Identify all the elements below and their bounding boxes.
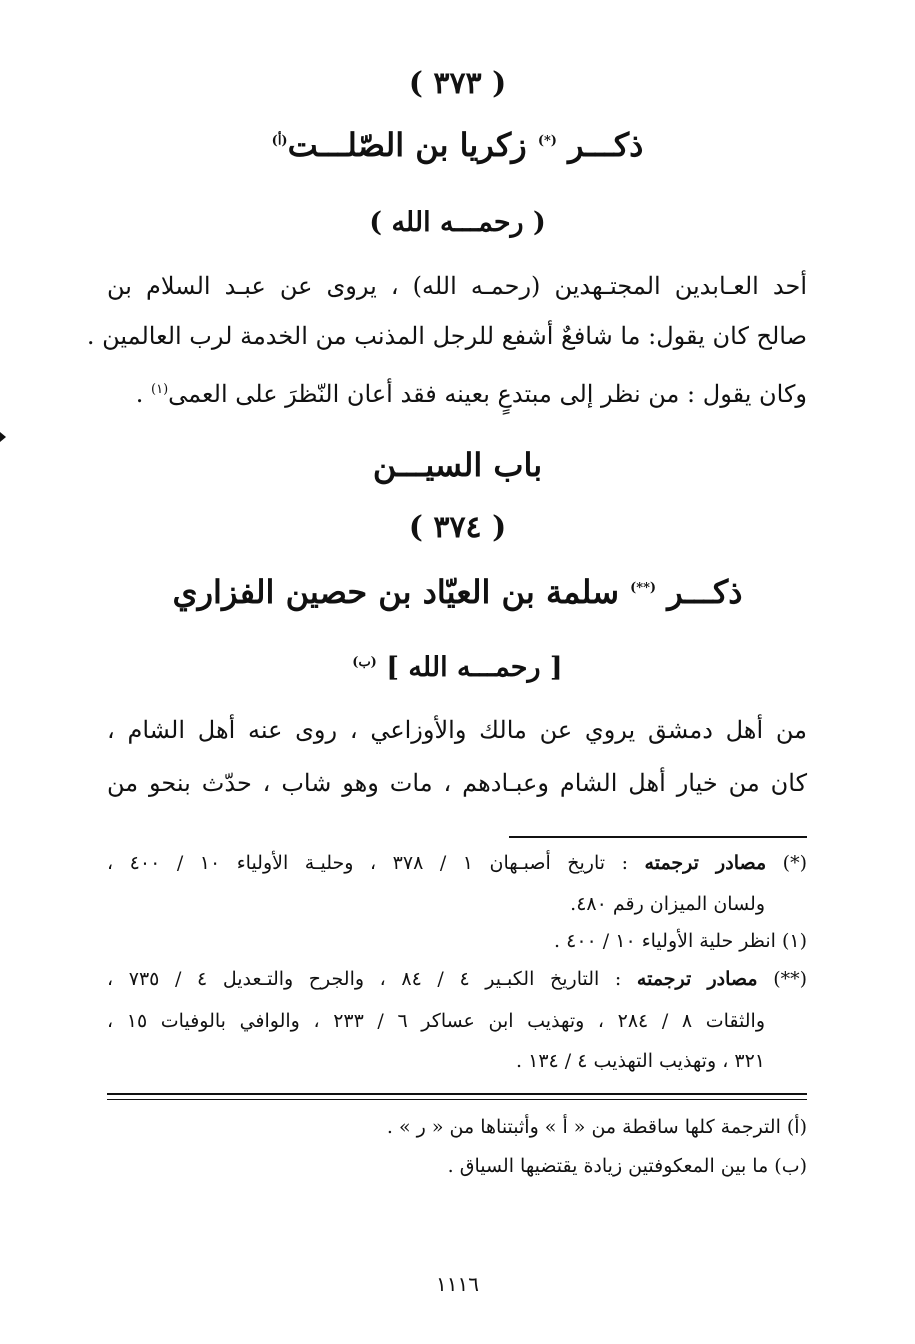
footnote-separator xyxy=(509,836,807,838)
footnote-marker: (*) xyxy=(782,852,807,874)
body-line: أحد العـابدين المجتـهدين (رحمـه الله) ، يروى عن عبـد السلام بن xyxy=(107,272,808,300)
title-prefix: ذكـــر xyxy=(667,573,743,611)
body-text: وكان يقول : من نظر إلى مبتدعٍ بعينه فقد أعان النّظرَ على العمى xyxy=(168,380,807,408)
body-line: كان من خيار أهل الشام وعبـادهم ، مات وهو شاب ، حدّث بنحو من xyxy=(107,769,807,797)
entry-subtitle xyxy=(0,652,915,683)
page-number: ١١١٦ xyxy=(436,1272,479,1296)
footnote-label: مصادر ترجمته xyxy=(636,968,758,990)
body-line xyxy=(107,380,807,408)
footnote-double-rule-bottom xyxy=(107,1099,807,1100)
critical-note: (أ) الترجمة كلها ساقطة من « أ » وأثبتناها من « ر » . xyxy=(386,1116,807,1138)
footnote-sources xyxy=(107,852,807,874)
footnote-note: (١) انظر حلية الأولياء ١٠ / ٤٠٠ . xyxy=(554,930,807,952)
footnote-continuation: والثقات ٨ / ٢٨٤ ، وتهذيب ابن عساكر ٦ / ٢٣٣ ، والوافي بالوفيات ١٥ ، xyxy=(107,1010,766,1032)
title-name: سلمة بن العيّاد بن حصين الفزاري xyxy=(172,573,619,611)
body-end: . xyxy=(135,380,144,408)
footnote-continuation: ولسان الميزان رقم ٤٨٠. xyxy=(570,893,765,915)
body-line: صالح كان يقول: ما شافعٌ أشفع للرجل المذنب من الخدمة لرب العالمين . xyxy=(86,322,807,350)
footnote-text: : التاريخ الكبـير ٤ / ٨٤ ، والجرح والتـعديل ٤ / ٧٣٥ ، xyxy=(107,968,622,990)
section-heading: باب السيـــن xyxy=(372,446,543,484)
footnote-ref-ba: (ب) xyxy=(352,655,377,670)
scan-edge-mark xyxy=(0,432,6,442)
title-prefix: ذكـــر xyxy=(568,126,644,164)
entry-subtitle: ( رحمـــه الله ) xyxy=(369,207,546,238)
entry-number: ( ٣٧٣ ) xyxy=(408,66,507,101)
footnote-ref-alif: (أ) xyxy=(271,133,288,149)
footnote-text: : تاريخ أصبـهان ١ / ٣٧٨ ، وحليـة الأولياء ١٠ / ٤٠٠ ، xyxy=(107,852,628,874)
title-name: زكريا بن الصّلـــت xyxy=(287,126,527,164)
footnote-sources xyxy=(107,968,807,990)
critical-note: (ب) ما بين المعكوفتين زيادة يقتضيها السياق . xyxy=(447,1155,807,1177)
footnote-ref-1: (١) xyxy=(151,382,169,397)
footnote-continuation: ٣٢١ ، وتهذيب التهذيب ٤ / ١٣٤ . xyxy=(516,1050,765,1072)
footnote-marker: (**) xyxy=(773,968,808,990)
body-line: من أهل دمشق يروي عن مالك والأوزاعي ، روى عنه أهل الشام ، xyxy=(107,716,807,744)
footnote-ref-double-star: (**) xyxy=(630,580,657,596)
entry-title xyxy=(0,573,915,611)
entry-number: ( ٣٧٤ ) xyxy=(408,510,507,545)
subtitle-text: [ رحمـــه الله ] xyxy=(386,652,563,683)
footnote-ref-star: (*) xyxy=(537,133,557,149)
footnote-double-rule-top xyxy=(107,1093,807,1095)
footnote-label: مصادر ترجمته xyxy=(644,852,767,874)
entry-title xyxy=(0,126,915,164)
